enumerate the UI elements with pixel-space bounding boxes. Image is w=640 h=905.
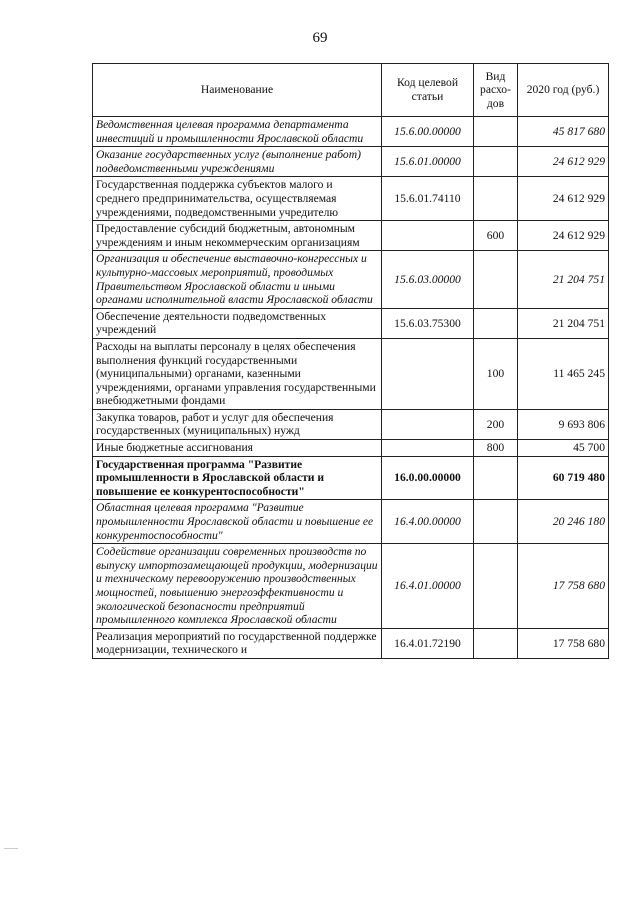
row-vid bbox=[474, 456, 518, 500]
row-sum: 24 612 929 bbox=[518, 221, 609, 251]
table-header-row bbox=[93, 64, 609, 117]
row-code bbox=[382, 409, 474, 439]
row-code bbox=[382, 338, 474, 409]
header-vid: Вид расхо-дов bbox=[474, 64, 518, 117]
row-name: Государственная программа "Развитие промышленности в Ярославской области и повышение ее конкурентоспособности" bbox=[93, 456, 382, 500]
row-sum: 60 719 480 bbox=[518, 456, 609, 500]
row-vid bbox=[474, 500, 518, 544]
row-name: Предоставление субсидий бюджетным, автономным учреждениям и иным некоммерческим организациям bbox=[93, 221, 382, 251]
row-code: 15.6.03.75300 bbox=[382, 308, 474, 338]
row-vid bbox=[474, 628, 518, 658]
row-name: Областная целевая программа "Развитие промышленности Ярославской области и повышение ее конкурентоспособности" bbox=[93, 500, 382, 544]
row-name: Оказание государственных услуг (выполнение работ) подведомственными учреждениями bbox=[93, 147, 382, 177]
row-sum: 11 465 245 bbox=[518, 338, 609, 409]
row-sum: 45 700 bbox=[518, 440, 609, 457]
row-code bbox=[382, 440, 474, 457]
row-vid bbox=[474, 177, 518, 221]
budget-table bbox=[92, 63, 609, 659]
table-row bbox=[93, 544, 609, 629]
row-code bbox=[382, 221, 474, 251]
scan-margin-mark bbox=[4, 848, 18, 849]
table-row bbox=[93, 500, 609, 544]
row-name: Организация и обеспечение выставочно-конгрессных и культурно-массовых мероприятий, проводимых Правительством Ярославской области и иными органами исполнительной власти Ярославской области bbox=[93, 251, 382, 308]
header-code: Код целевой статьи bbox=[382, 64, 474, 117]
row-code: 15.6.01.00000 bbox=[382, 147, 474, 177]
row-vid bbox=[474, 117, 518, 147]
row-vid: 100 bbox=[474, 338, 518, 409]
row-name: Государственная поддержка субъектов малого и среднего предпринимательства, осуществляемая учреждениями, подведомственными учредителю bbox=[93, 177, 382, 221]
row-vid bbox=[474, 308, 518, 338]
table-row bbox=[93, 177, 609, 221]
header-name: Наименование bbox=[93, 64, 382, 117]
row-sum: 21 204 751 bbox=[518, 251, 609, 308]
row-vid: 600 bbox=[474, 221, 518, 251]
row-vid: 200 bbox=[474, 409, 518, 439]
row-code: 16.4.01.00000 bbox=[382, 544, 474, 629]
table-row bbox=[93, 628, 609, 658]
row-vid bbox=[474, 251, 518, 308]
table-row bbox=[93, 440, 609, 457]
table-row bbox=[93, 456, 609, 500]
row-sum: 24 612 929 bbox=[518, 177, 609, 221]
row-vid bbox=[474, 544, 518, 629]
header-sum: 2020 год (руб.) bbox=[518, 64, 609, 117]
table-row bbox=[93, 117, 609, 147]
page-number: 69 bbox=[312, 30, 328, 46]
row-sum: 24 612 929 bbox=[518, 147, 609, 177]
table-row bbox=[93, 409, 609, 439]
row-sum: 21 204 751 bbox=[518, 308, 609, 338]
row-name: Расходы на выплаты персоналу в целях обеспечения выполнения функций государственными (муниципальными) органами, казенными учреждениями, органами управления государственными внебюджетными фондами bbox=[93, 338, 382, 409]
row-code: 15.6.03.00000 bbox=[382, 251, 474, 308]
row-sum: 9 693 806 bbox=[518, 409, 609, 439]
row-code: 15.6.01.74110 bbox=[382, 177, 474, 221]
row-vid: 800 bbox=[474, 440, 518, 457]
row-sum: 17 758 680 bbox=[518, 544, 609, 629]
row-code: 16.4.00.00000 bbox=[382, 500, 474, 544]
table-row bbox=[93, 251, 609, 308]
row-name: Иные бюджетные ассигнования bbox=[93, 440, 382, 457]
row-name: Обеспечение деятельности подведомственных учреждений bbox=[93, 308, 382, 338]
row-sum: 45 817 680 bbox=[518, 117, 609, 147]
table-row bbox=[93, 308, 609, 338]
row-sum: 17 758 680 bbox=[518, 628, 609, 658]
row-vid bbox=[474, 147, 518, 177]
row-sum: 20 246 180 bbox=[518, 500, 609, 544]
table-row bbox=[93, 221, 609, 251]
row-code: 16.0.00.00000 bbox=[382, 456, 474, 500]
row-code: 16.4.01.72190 bbox=[382, 628, 474, 658]
row-name: Содействие организации современных производств по выпуску импортозамещающей продукции, модернизации и техническому перевооружению производственных мощностей, повышению энергоэффективности и экологической безопасности предприятий промышленного комплекса Ярославской области bbox=[93, 544, 382, 629]
table-row bbox=[93, 147, 609, 177]
row-code: 15.6.00.00000 bbox=[382, 117, 474, 147]
table-row bbox=[93, 338, 609, 409]
row-name: Ведомственная целевая программа департамента инвестиций и промышленности Ярославской области bbox=[93, 117, 382, 147]
row-name: Закупка товаров, работ и услуг для обеспечения государственных (муниципальных) нужд bbox=[93, 409, 382, 439]
row-name: Реализация мероприятий по государственной поддержке модернизации, технического и bbox=[93, 628, 382, 658]
